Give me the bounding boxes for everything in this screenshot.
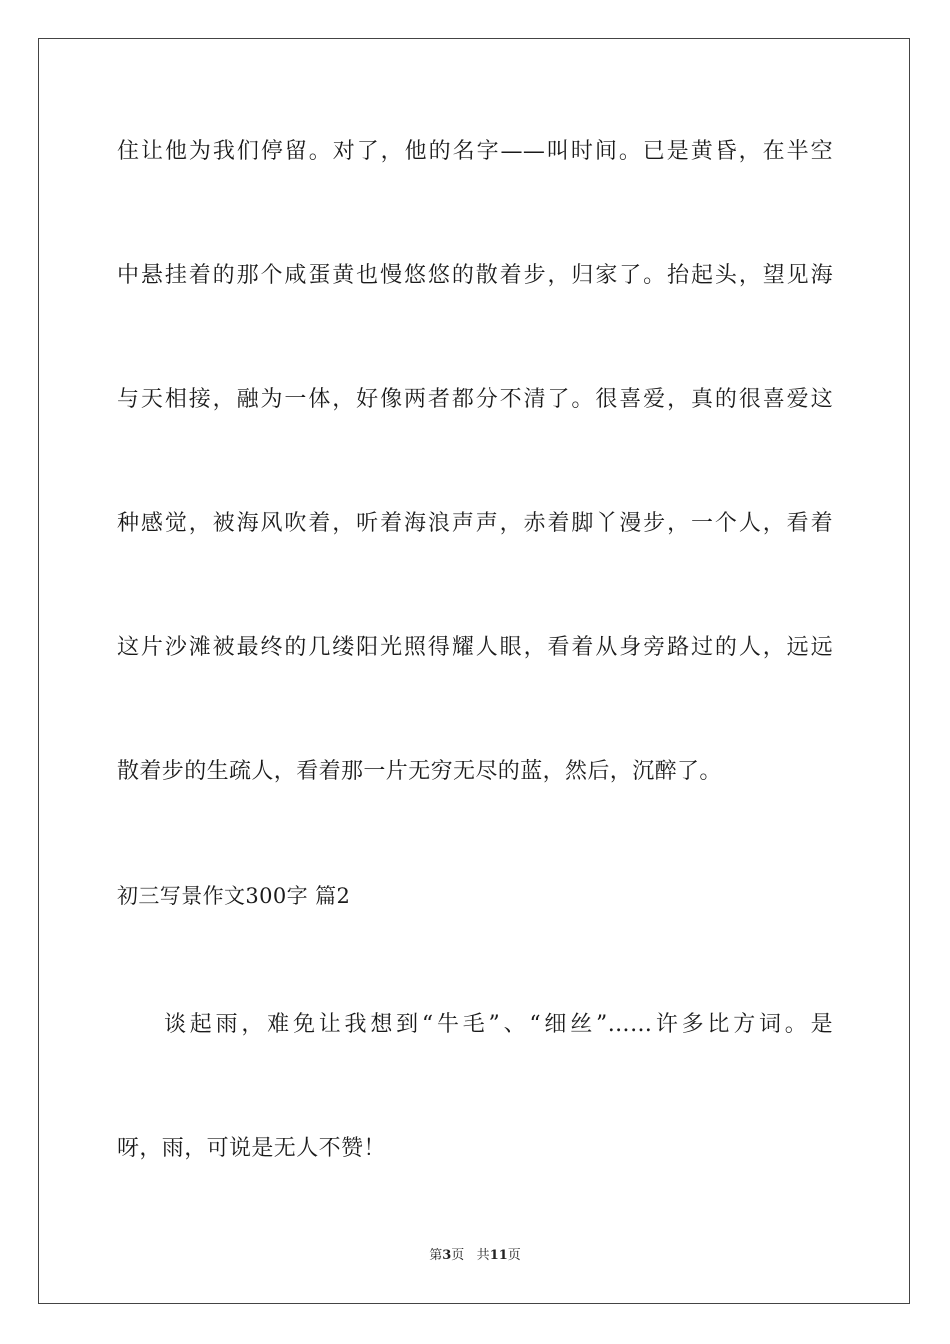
page-border (38, 38, 910, 1304)
body-line-2: 中悬挂着的那个咸蛋黄也慢悠悠的散着步，归家了。抬起头，望见海 (117, 263, 833, 288)
paragraph2-line-2: 呀，雨，可说是无人不赞！ (117, 1136, 386, 1161)
footer-total-pages: 11 (489, 1248, 508, 1263)
footer-total-prefix: 共 (476, 1248, 490, 1263)
body-line-4: 种感觉，被海风吹着，听着海浪声声，赤着脚丫漫步，一个人，看着 (117, 511, 833, 536)
footer-page-suffix: 页 (451, 1248, 465, 1263)
body-line-5: 这片沙滩被最终的几缕阳光照得耀人眼，看着从身旁路过的人，远远 (117, 635, 833, 660)
paragraph2-line-1: 谈起雨，难免让我想到“牛毛”、“细丝”……许多比方词。是 (164, 1012, 833, 1037)
page-footer (0, 1247, 950, 1265)
body-line-3: 与天相接，融为一体，好像两者都分不清了。很喜爱，真的很喜爱这 (117, 387, 833, 412)
body-line-6: 散着步的生疏人，看着那一片无穷无尽的蓝，然后，沉醉了。 (117, 759, 722, 784)
footer-page-number: 3 (442, 1248, 452, 1263)
body-line-1: 住让他为我们停留。对了，他的名字——叫时间。已是黄昏，在半空 (117, 139, 833, 164)
section-heading: 初三写景作文300字 篇2 (117, 884, 351, 908)
footer-prefix: 第 (429, 1248, 443, 1263)
footer-total-suffix: 页 (507, 1248, 521, 1263)
